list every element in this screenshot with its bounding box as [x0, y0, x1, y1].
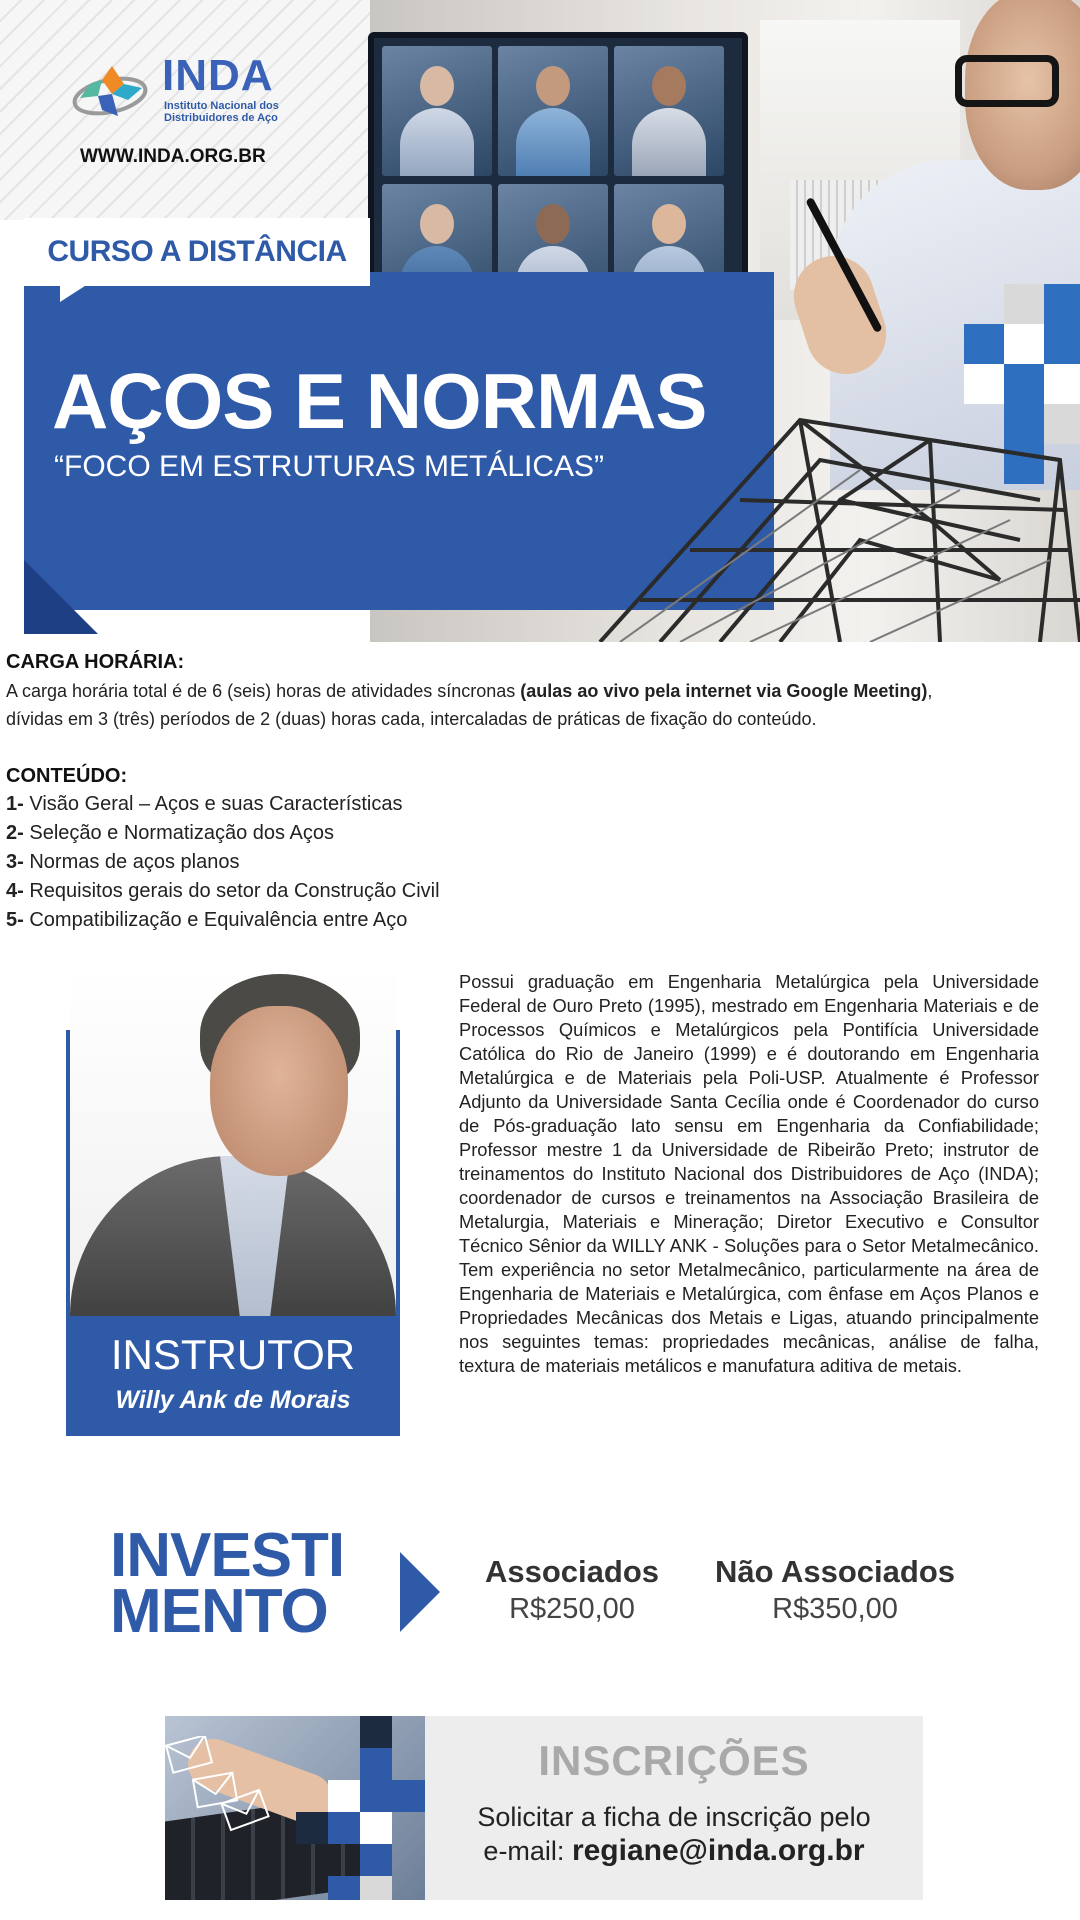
participant-body: [516, 108, 590, 176]
deco-square: [360, 1876, 392, 1900]
registration-text: [425, 1800, 923, 1868]
participant-head: [420, 204, 454, 244]
item-text: Requisitos gerais do setor da Construção Civil: [23, 880, 440, 902]
deco-square: [964, 324, 1004, 364]
participant-head: [420, 66, 454, 106]
item-text: Visão Geral – Aços e suas Características: [23, 793, 403, 815]
email-link[interactable]: regiane@inda.org.br: [571, 1834, 865, 1867]
registration-title: INSCRIÇÕES: [538, 1737, 810, 1784]
logo-subtitle: Instituto Nacional dos Distribuidores de Aço: [164, 100, 279, 125]
nonmembers-label: Não Associados: [714, 1554, 956, 1589]
deco-square: [360, 1716, 392, 1748]
glasses: [955, 55, 1059, 107]
deco-square: [360, 1780, 392, 1812]
investment-title-line: INVESTI: [110, 1521, 345, 1590]
video-tile: [498, 46, 608, 176]
workload-text-part: A carga horária total é de 6 (seis) horas de atividades síncronas: [6, 681, 521, 701]
banner-fold: [24, 560, 98, 634]
deco-square: [1044, 324, 1080, 364]
deco-square: [1044, 364, 1080, 404]
deco-square: [328, 1876, 360, 1900]
deco-square: [1004, 364, 1044, 404]
deco-square: [1044, 284, 1080, 324]
deco-square: [328, 1780, 360, 1812]
list-item: [6, 790, 440, 819]
content-list: [6, 790, 440, 935]
video-tile: [382, 46, 492, 176]
list-item: [6, 906, 440, 935]
hero-banner: [0, 0, 1080, 642]
logo-name: INDA: [162, 51, 274, 100]
inda-logo-icon: [72, 58, 158, 128]
price-nonmembers: [700, 1556, 970, 1624]
price-members: [472, 1556, 672, 1624]
instructor-photo: [70, 966, 396, 1316]
play-arrow-icon: [400, 1552, 440, 1632]
participant-body: [400, 108, 474, 176]
nonmembers-price: R$350,00: [772, 1593, 898, 1625]
deco-square: [964, 364, 1004, 404]
deco-square: [360, 1812, 392, 1844]
item-number: 1-: [6, 793, 24, 815]
item-text: Normas de aços planos: [23, 851, 240, 873]
email-prefix: e-mail:: [483, 1836, 572, 1866]
list-item: [6, 877, 440, 906]
members-label: Associados: [484, 1554, 659, 1589]
workload-text-part: ,: [927, 681, 933, 701]
members-price: R$250,00: [509, 1593, 635, 1625]
envelope-icon: [165, 1736, 275, 1836]
participant-head: [652, 204, 686, 244]
deco-square: [360, 1748, 392, 1780]
course-title: AÇOS E NORMAS: [52, 357, 707, 445]
deco-square: [392, 1780, 425, 1812]
course-type-label: CURSO A DISTÂNCIA: [47, 235, 347, 268]
registration-line: [425, 1834, 923, 1868]
investment-title-line: MENTO: [110, 1577, 328, 1646]
workload-text-bold: (aulas ao vivo pela internet via Google Meeting): [520, 681, 928, 701]
deco-square: [1004, 284, 1044, 324]
registration-line: Solicitar a ficha de inscrição pelo: [477, 1802, 871, 1832]
content-heading: CONTEÚDO:: [6, 765, 128, 787]
course-subtitle: “FOCO EM ESTRUTURAS METÁLICAS”: [54, 450, 605, 483]
item-text: Compatibilização e Equivalência entre Aço: [23, 909, 408, 931]
deco-square: [1004, 324, 1044, 364]
item-number: 4-: [6, 880, 24, 902]
instructor-name: Willy Ank de Morais: [115, 1386, 351, 1414]
workload-heading: CARGA HORÁRIA:: [6, 651, 185, 673]
website-link[interactable]: WWW.INDA.ORG.BR: [80, 146, 266, 167]
instructor-face: [210, 1006, 348, 1176]
item-text: Seleção e Normatização dos Aços: [23, 822, 334, 844]
participant-head: [536, 204, 570, 244]
list-item: [6, 848, 440, 877]
tag-tail: [60, 284, 88, 302]
item-number: 2-: [6, 822, 24, 844]
deco-square: [296, 1812, 328, 1844]
participant-body: [632, 108, 706, 176]
workload-text: [6, 677, 1076, 733]
item-number: 3-: [6, 851, 24, 873]
item-number: 5-: [6, 909, 24, 931]
deco-square: [360, 1844, 392, 1876]
list-item: [6, 819, 440, 848]
participant-head: [536, 66, 570, 106]
investment-title: [110, 1521, 345, 1646]
participant-head: [652, 66, 686, 106]
video-tile: [614, 46, 724, 176]
instructor-bio: Possui graduação em Engenharia Metalúrgica pela Universidade Federal de Ouro Preto (1995), mestrado em Engenharia Materiais e de Processos Químicos e Metalúrgicos pela Pontifícia Universidade Católica do Rio de Janeiro (1999) e é doutorando em Engenharia Metalúrgica e de Materiais pela Poli-USP. Atualmente é Professor Adjunto da Universidade Santa Cecília onde é Coordenador do curso de Pós-graduação lato sensu em Engenharia da Confiabilidade; Professor mestre 1 da Universidade de Ribeirão Preto; instrutor de treinamentos do Instituto Nacional dos Distribuidores de Aço (INDA); coordenador de cursos e treinamentos na Associação Brasileira de Metalurgia, Materiais e Mineração; Diretor Executivo e Consultor Técnico Sênior da WILLY ANK - Soluções para o Setor Metalmecânico. Tem experiência no setor Metalmecânico, particularmente na área de Engenharia de Materiais e Metalúrgica, com ênfase em Aços Planos e Propriedades Mecânicas dos Metais e Ligas, atuando principalmente nos seguintes temas: propriedades mecânicas, análise de falha, textura de materiais metálicos e manufatura aditiva de metais.: [459, 971, 1039, 1376]
workload-text-part: dívidas em 3 (três) períodos de 2 (duas) horas cada, intercaladas de práticas de fixação do conteúdo.: [6, 709, 817, 729]
instructor-label: INSTRUTOR: [110, 1331, 356, 1378]
deco-square: [328, 1812, 360, 1844]
